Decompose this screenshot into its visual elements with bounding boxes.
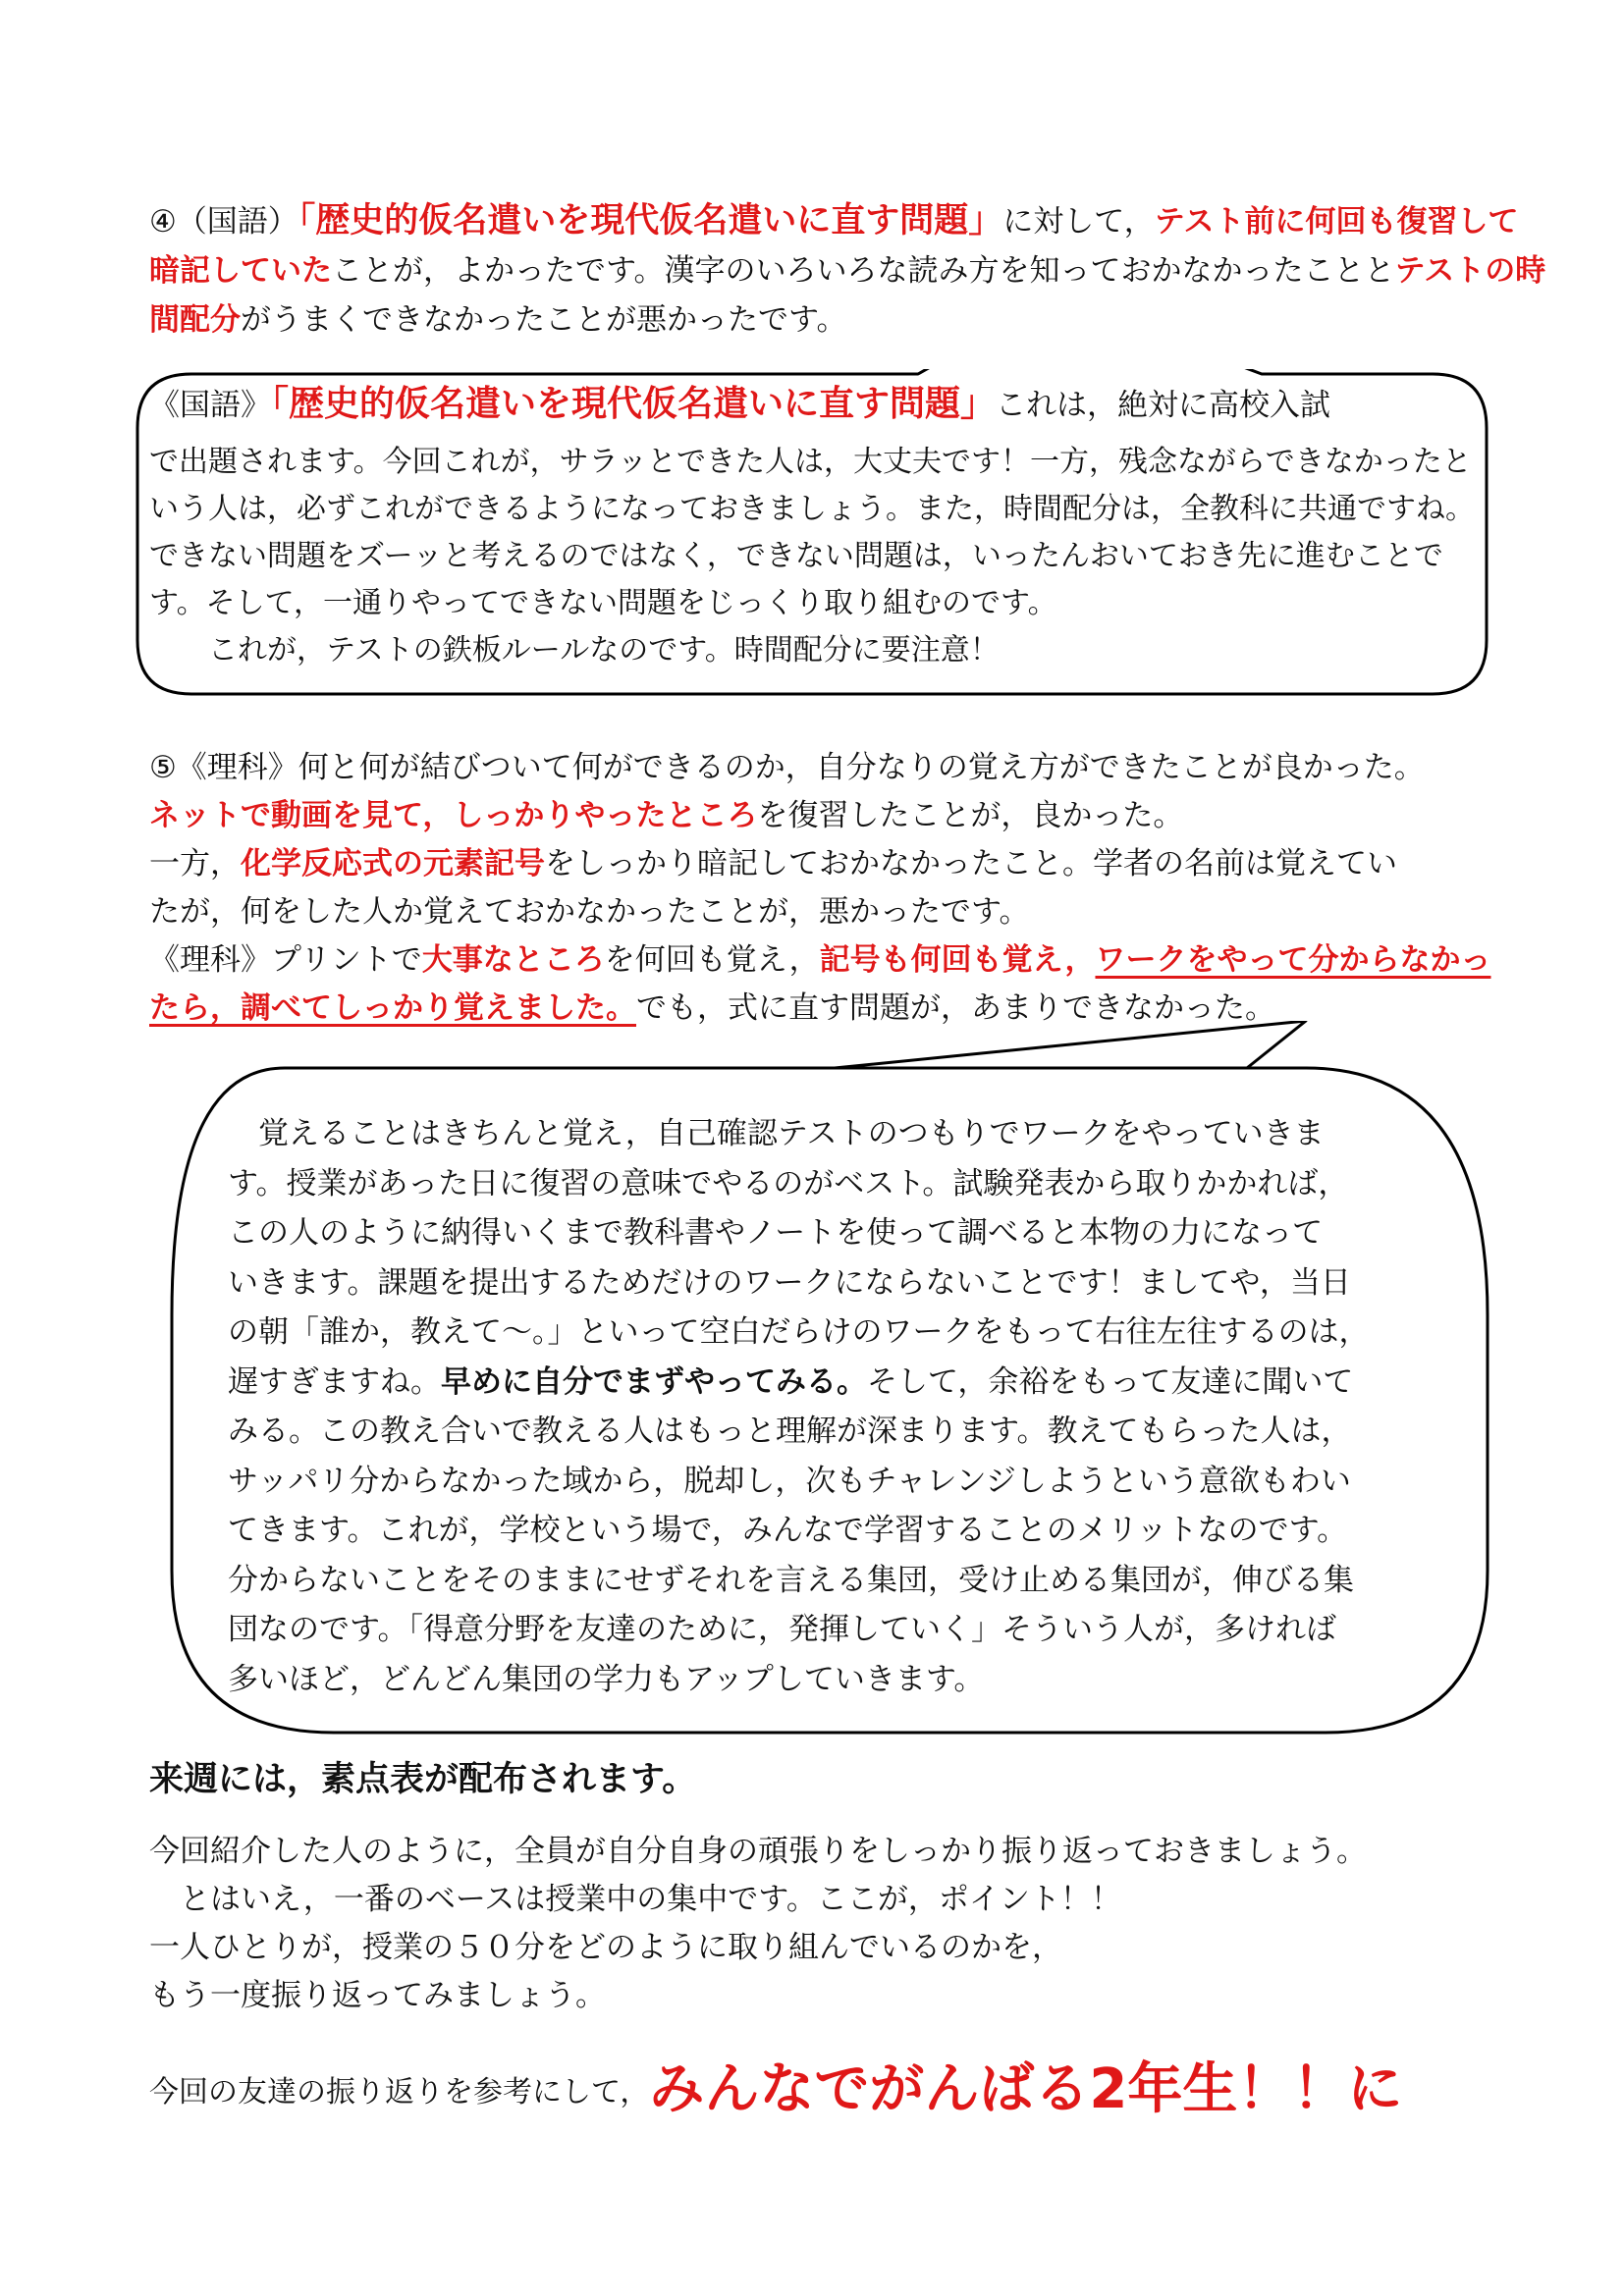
bubble2-line: す。授業があった日に復習の意味でやるのがベスト。試験発表から取りかかれば， xyxy=(228,1165,1349,1201)
s4-emphasis-4: 間配分 xyxy=(149,302,241,338)
s4-line-3 xyxy=(149,295,1494,345)
s4-text-3: がうまくできなかったことが悪かったです。 xyxy=(241,302,847,338)
bubble1-line: これが，テストの鉄板ルールなのです。時間配分に要注意！ xyxy=(149,633,1000,667)
final-line xyxy=(149,2046,1402,2124)
s4-prefix: ④（国語） xyxy=(149,204,298,240)
s4-emphasis-3: テストの時 xyxy=(1394,253,1546,289)
bubble2-line: 団なのです。「得意分野を友達のために，発揮していく」そういう人が，多ければ xyxy=(228,1612,1337,1647)
s5-text-6: でも，式に直す問題が，あまりできなかった。 xyxy=(636,990,1275,1026)
s4-emphasis-2: 暗記していた xyxy=(149,253,332,289)
closing-headline: 来週には，素点表が配布されます。 xyxy=(149,1760,697,1799)
bubble2-prefix: 遅すぎますね。 xyxy=(228,1363,441,1400)
bubble2-bold: 早めに自分でまずやってみる。 xyxy=(441,1363,867,1400)
bubble1-problem: 「歴史的仮名遣いを現代仮名遣いに直す問題」 xyxy=(271,384,997,424)
bubble1-line: いう人は，必ずこれができるようになっておきましょう。また，時間配分は，全教科に共通ですね。 xyxy=(149,492,1475,526)
s5-line-3 xyxy=(149,840,1504,888)
s5-text-2: を復習したことが，良かった。 xyxy=(757,798,1184,833)
bubble1-line: できない問題をズーッと考えるのではなく，できない問題は，いったんおいておき先に進むことで xyxy=(149,539,1443,573)
s5-prefix-5: 《理科》プリントで xyxy=(149,942,422,978)
s5-emphasis-5: ワークをやって分からなかっ xyxy=(1095,942,1491,978)
bubble2-line: 分からないことをそのままにせずそれを言える集団，受け止める集団が，伸びる集 xyxy=(228,1562,1354,1598)
section-5-rika xyxy=(149,744,1504,1033)
final-prefix: 今回の友達の振り返りを参考にして， xyxy=(149,2075,650,2109)
slogan: みんなでがんばる2年生！！に xyxy=(649,2057,1403,2121)
bubble2-line: てきます。これが，学校という場で，みんなで学習することのメリットなのです。 xyxy=(228,1513,1348,1548)
bubble2-line: この人のように納得いくまで教科書やノートを使って調べると本物の力になって xyxy=(228,1215,1324,1251)
s5-mid-5: を何回も覚え， xyxy=(604,942,820,978)
s5-line-2 xyxy=(149,792,1504,840)
s4-text-2: ことが，よかったです。漢字のいろいろな読み方を知っておかなかったことと xyxy=(332,253,1395,289)
s5-emphasis-6: たら，調べてしっかり覚えました。 xyxy=(149,990,636,1026)
closing-line: もう一度振り返ってみましょう。 xyxy=(149,1978,606,2013)
s5-emphasis-2: 化学反応式の元素記号 xyxy=(241,846,545,881)
bubble2-line: 覚えることはきちんと覚え，自己確認テストのつもりでワークをやっていきま xyxy=(228,1116,1325,1151)
s5-line-5 xyxy=(149,936,1504,985)
bubble2-line: サッパリ分からなかった域から，脱却し，次もチャレンジしようという意欲もわい xyxy=(228,1463,1351,1499)
bubble1-suffix: これは，絶対に高校入試 xyxy=(996,388,1331,423)
s5-emphasis-1: ネットで動画を見て，しっかりやったところ xyxy=(149,798,758,833)
bubble2-line: いきます。課題を提出するためだけのワークにならないことです！ましてや，当日 xyxy=(228,1264,1351,1301)
s5-line-1: ⑤《理科》何と何が結びついて何ができるのか，自分なりの覚え方ができたことが良かった。 xyxy=(149,750,1425,785)
closing-line: 一人ひとりが，授業の５０分をどのように取り組んでいるのかを， xyxy=(149,1930,1062,1965)
section-4-kokugo xyxy=(149,196,1546,345)
s5-line-4: たが，何をした人か覚えておかなかったことが，悪かったです。 xyxy=(149,894,1030,930)
s5-emphasis-3: 大事なところ xyxy=(421,942,605,978)
s4-emphasis-1: テスト前に何回も復習して xyxy=(1154,204,1519,240)
s5-text-3: をしっかり暗記しておかなかったこと。学者の名前は覚えてい xyxy=(545,846,1397,881)
s4-line-1 xyxy=(149,196,1519,246)
bubble-2-text xyxy=(228,1109,1445,1704)
s4-line-2 xyxy=(149,246,1546,295)
bubble1-heading xyxy=(149,377,1485,433)
closing-line: とはいえ，一番のベースは授業中の集中です。ここが，ポイント！！ xyxy=(149,1882,1121,1917)
bubble2-suffix: そして，余裕をもって友達に聞いて xyxy=(867,1363,1354,1400)
bubble1-prefix: 《国語》 xyxy=(149,388,271,423)
closing-paragraph xyxy=(149,1828,1504,2020)
bubble1-line: す。そして，一通りやってできない問題をじっくり取り組むのです。 xyxy=(149,586,1057,620)
s5-prefix-3: 一方， xyxy=(149,846,241,881)
bubble2-line-emphasis xyxy=(228,1358,1445,1408)
bubble2-line: 多いほど，どんどん集団の学力もアップしていきます。 xyxy=(228,1661,985,1697)
s4-mid: に対して， xyxy=(1002,204,1155,240)
s5-emphasis-4: 記号も何回も覚え， xyxy=(819,942,1096,978)
bubble2-line: の朝「誰か，教えて～。」といって空白だらけのワークをもって右往左往するのは， xyxy=(228,1314,1370,1350)
bubble2-line: みる。この教え合いで教える人はもっと理解が深まります。教えてもらった人は， xyxy=(228,1414,1352,1449)
closing-line: 今回紹介した人のように，全員が自分自身の頑張りをしっかり振り返っておきましょう。 xyxy=(149,1834,1367,1869)
s4-problem: 「歴史的仮名遣いを現代仮名遣いに直す問題」 xyxy=(298,201,1003,240)
bubble1-line: で出題されます。今回これが，サラッとできた人は，大丈夫です！一方，残念ながらできなかったと xyxy=(149,445,1472,479)
bubble-1-text xyxy=(149,377,1485,674)
